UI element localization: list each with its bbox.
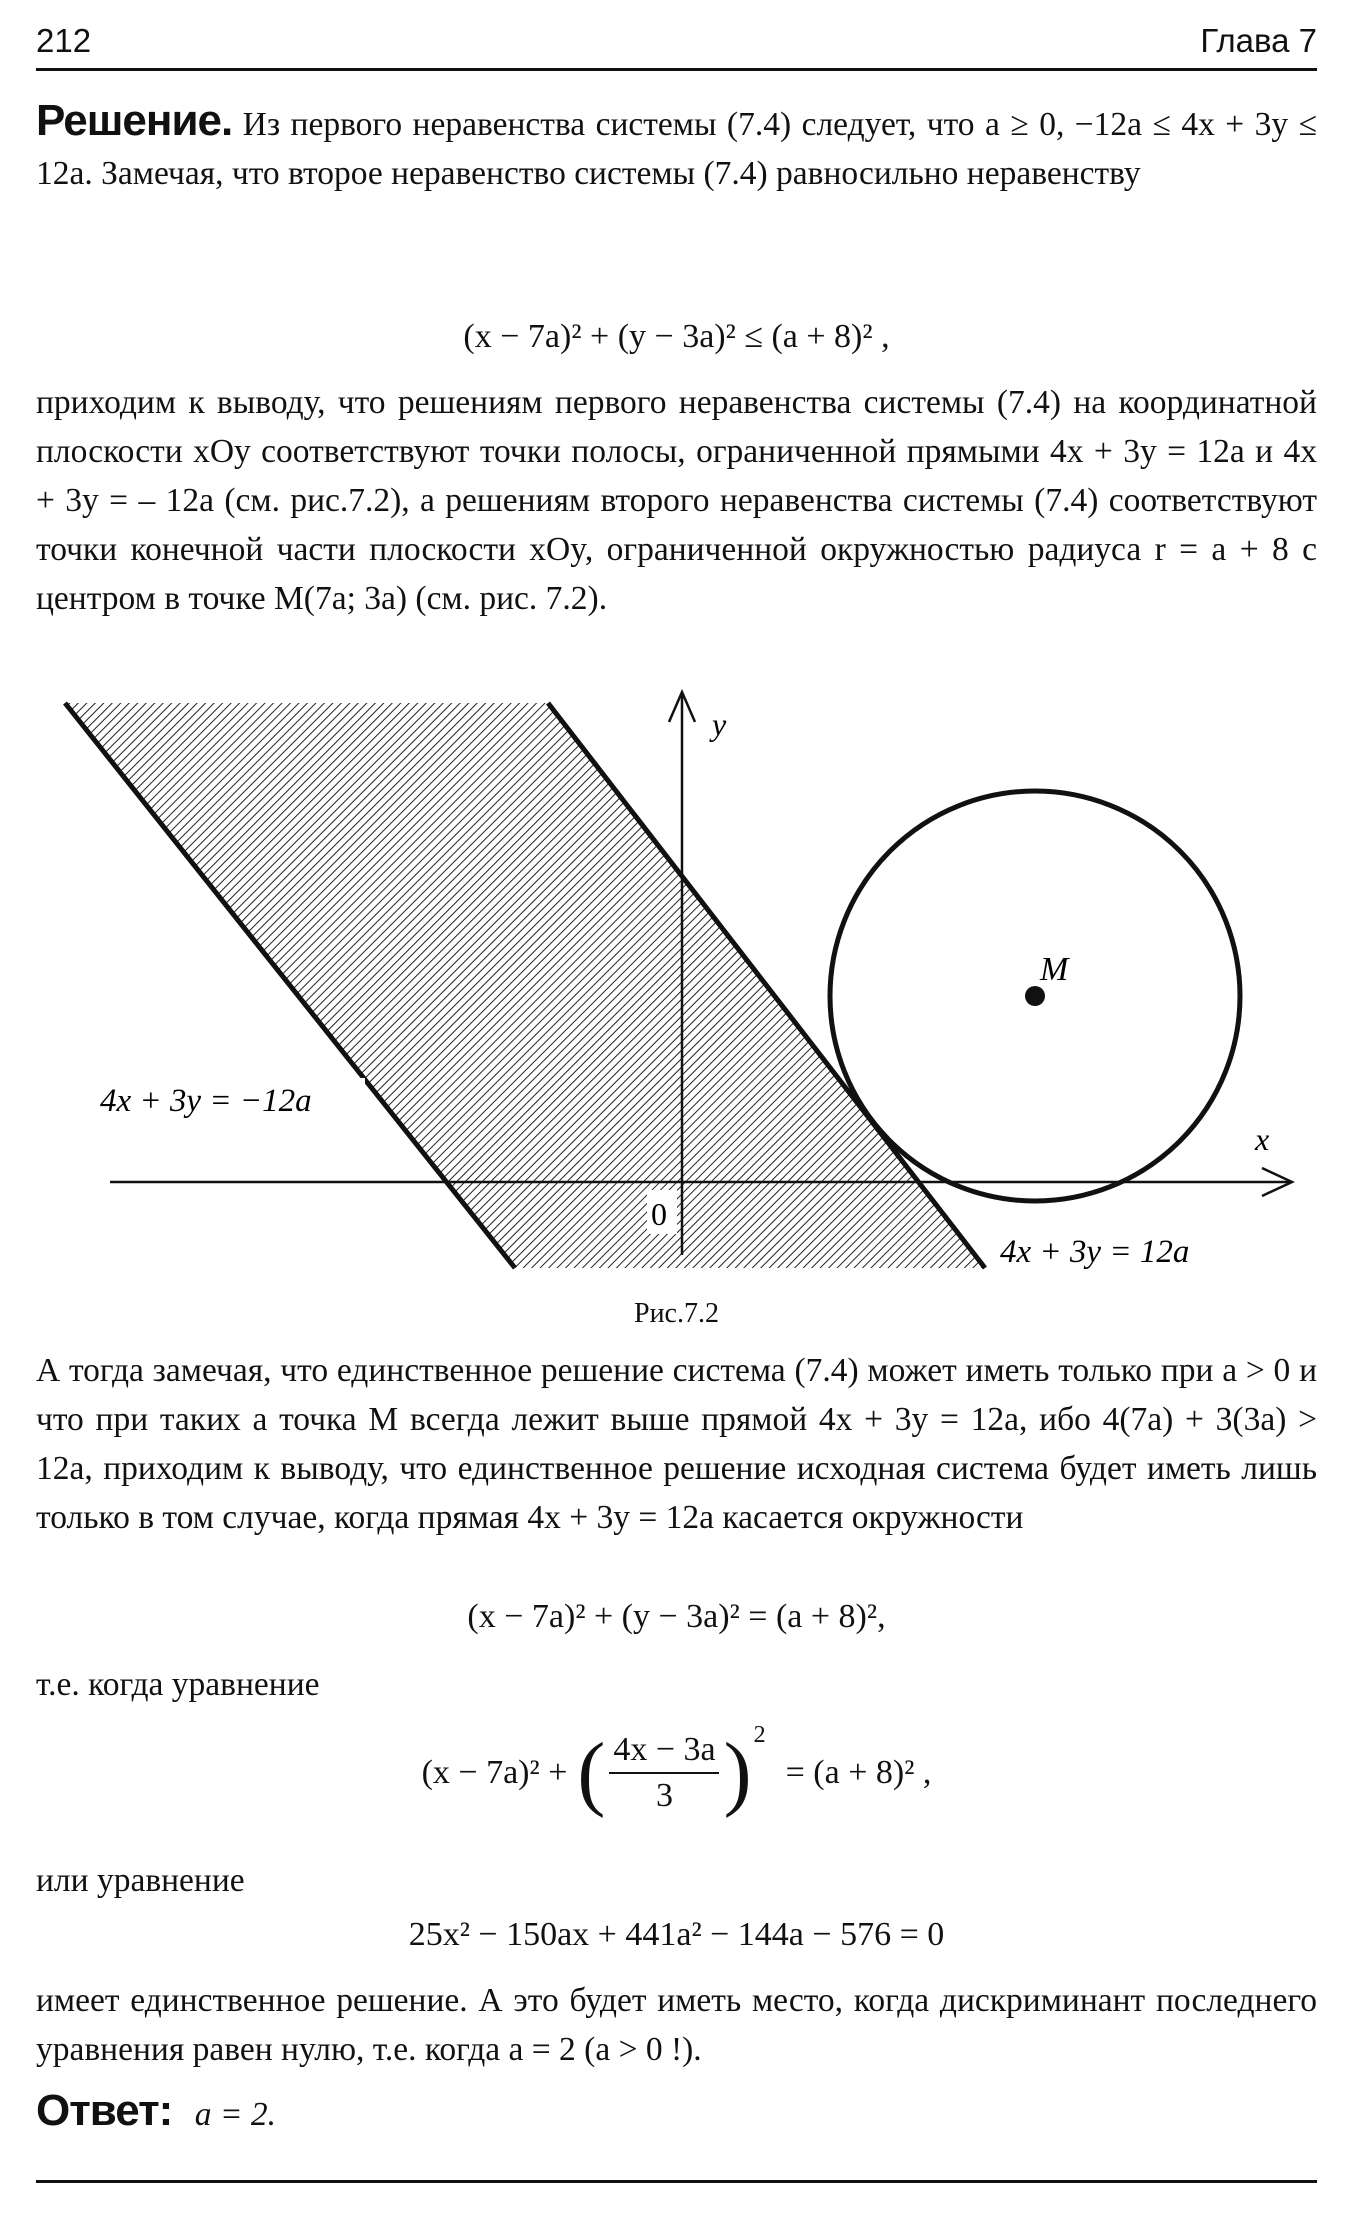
origin-label: 0 xyxy=(651,1196,667,1232)
answer-value: a = 2. xyxy=(194,2096,276,2133)
point-m-label: M xyxy=(1040,951,1069,988)
left-line-label: 4x + 3y = −12a xyxy=(100,1083,312,1119)
header-rule xyxy=(36,68,1317,71)
answer-line xyxy=(36,2086,1317,2139)
body-paragraph-1: А тогда замечая, что единственное решение система (7.4) может иметь только при a > 0 и что при таких a точка M всегда лежит выше прямой 4x + 3y = 12a, ибо 4(7a) + 3(3a) > 12a, приходим к выводу, что единственное решение исходная система будет иметь лишь только в том случае, когда прямая 4x + 3y = 12a касается окружности xyxy=(36,1352,1317,1536)
chapter-title: Глава 7 xyxy=(1200,22,1317,59)
body-paragraph-3: или уравнение xyxy=(36,1862,245,1899)
answer-heading: Ответ: xyxy=(36,2086,173,2135)
fraction xyxy=(609,1731,719,1815)
equation-3-right: = (a + 8)² , xyxy=(785,1754,932,1791)
equation-2: (x − 7a)² + (y − 3a)² = (a + 8)², xyxy=(467,1598,886,1635)
solution-text-1: Из первого неравенства системы (7.4) следует, что a ≥ 0, −12a ≤ 4x + 3y ≤ 12a. Замечая, что второе неравенство системы (7.4) равносильно неравенству xyxy=(36,106,1317,192)
x-axis-label: x xyxy=(1255,1121,1270,1157)
page-number: 212 xyxy=(36,22,92,59)
paren-open: ( xyxy=(577,1726,606,1819)
fraction-numerator: 4x − 3a xyxy=(613,1731,716,1768)
paren-close: ) xyxy=(723,1726,752,1819)
figure-7-2 xyxy=(0,680,1353,1290)
equation-3-left: (x − 7a)² + xyxy=(421,1754,568,1791)
center-point-m xyxy=(1025,986,1045,1006)
equation-1: (x − 7a)² + (y − 3a)² ≤ (a + 8)² , xyxy=(463,318,890,355)
body-paragraph-2: т.е. когда уравнение xyxy=(36,1666,320,1703)
y-axis-label: y xyxy=(712,706,727,742)
figure-caption: Рис.7.2 xyxy=(634,1298,719,1329)
fraction-denominator: 3 xyxy=(655,1777,673,1814)
equation-4: 25x² − 150ax + 441a² − 144a − 576 = 0 xyxy=(408,1916,945,1953)
solution-paragraph-2: приходим к выводу, что решениям первого неравенства системы (7.4) на координатной плоскости xOy соответствуют точки полосы, ограниченной прямыми 4x + 3y = 12a и 4x + 3y = – 12a (см. рис.7.2), а решениям второго неравенства системы (7.4) соответствуют точки конечной части плоскости xOy, ограниченной окружностью радиуса r = a + 8 с центром в точке M(7a; 3a) (см. рис. 7.2). xyxy=(36,384,1317,617)
equation-3 xyxy=(0,1718,1353,1828)
solution-heading: Решение. xyxy=(36,96,233,145)
solution-paragraph xyxy=(36,96,1317,198)
running-header xyxy=(36,22,1317,66)
body-paragraph-4: имеет единственное решение. А это будет иметь место, когда дискриминант последнего уравнения равен нулю, т.е. когда a = 2 (a > 0 !). xyxy=(36,1982,1317,2068)
right-line-label: 4x + 3y = 12a xyxy=(1000,1234,1190,1270)
exponent: 2 xyxy=(753,1721,766,1748)
fraction-bar xyxy=(609,1772,719,1774)
footer-rule xyxy=(36,2180,1317,2183)
